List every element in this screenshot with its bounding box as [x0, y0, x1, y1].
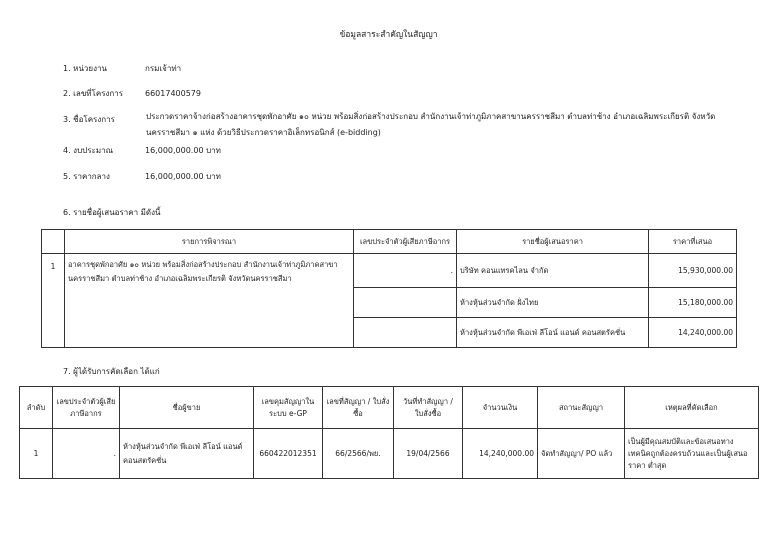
col-status: สถานะสัญญา: [538, 387, 625, 429]
median-label: 5. ราคากลาง: [63, 172, 110, 181]
winner-order: 1: [20, 429, 53, 479]
section7-heading: 7. ผู้ได้รับการคัดเลือก ได้แก่: [63, 367, 160, 376]
bidder-tax: .: [354, 254, 457, 288]
winner-tax: .: [53, 429, 120, 479]
bidder-price: 14,240,000.00: [649, 318, 737, 348]
col-amount: จำนวนเงิน: [463, 387, 538, 429]
col-bidder: รายชื่อผู้เสนอราคา: [457, 230, 649, 254]
col-item: รายการพิจารณา: [65, 230, 354, 254]
col-date: วันที่ทำสัญญา / ใบสั่งซื้อ: [394, 387, 463, 429]
winner-reason: เป็นผู้มีคุณสมบัติและข้อเสนอทางเทคนิคถูกต้องครบถ้วนและเป็นผู้เสนอราคา ต่ำสุด: [625, 429, 759, 479]
median-value: 16,000,000.00 บาท: [145, 172, 221, 181]
table-row: [20, 429, 759, 479]
bidder-name: บริษัท คอนแทรคไลน จำกัด: [457, 254, 649, 288]
bidder-name: ห้างหุ้นส่วนจำกัด พีเอเฟ่ ลีโอน์ แอนด์ คอนสตรัคชั่น: [457, 318, 649, 348]
col-order: ลำดับ: [20, 387, 53, 429]
winner-egp: 660422012351: [254, 429, 323, 479]
winner-amount: 14,240,000.00: [463, 429, 538, 479]
item-no: 1: [42, 254, 65, 348]
winner-table: [19, 386, 759, 479]
winner-date: 19/04/2566: [394, 429, 463, 479]
page-title: ข้อมูลสาระสำคัญในสัญญา: [339, 30, 438, 40]
budget-field: [63, 144, 221, 157]
table-row: [42, 254, 737, 288]
project-name-label: 3. ชื่อโครงการ: [63, 115, 115, 124]
bidders-header-row: [42, 230, 737, 254]
col-no: [42, 230, 65, 254]
col-price: ราคาที่เสนอ: [649, 230, 737, 254]
agency-value: กรมเจ้าท่า: [145, 64, 182, 73]
col-tax: เลขประจำตัวผู้เสียภาษีอากร: [354, 230, 457, 254]
item-desc: อาคารชุดพักอาศัย ๑๐ หน่วย พร้อมสิ่งก่อสร้างประกอบ สำนักงานเจ้าท่าภูมิภาคสาขานครราชสีมา ตำบลท่าช้าง อำเภอเฉลิมพระเกียรติ จังหวัดนครราชสีมา: [65, 254, 354, 348]
bidder-price: 15,930,000.00: [649, 254, 737, 288]
project-no-label: 2. เลขที่โครงการ: [63, 89, 124, 98]
bidder-tax: [354, 288, 457, 318]
winner-status: จัดทำสัญญา/ PO แล้ว: [538, 429, 625, 479]
project-no-field: [63, 87, 201, 100]
median-field: [63, 170, 221, 183]
project-no-value: 66017400579: [145, 89, 201, 98]
agency-label: 1. หน่วยงาน: [63, 64, 107, 73]
bidder-name: ห้างหุ้นส่วนจำกัด ฝั่งไทย: [457, 288, 649, 318]
project-name-value: ประกวดราคาจ้างก่อสร้างอาคารชุดพักอาศัย ๑๐ หน่วย พร้อมสิ่งก่อสร้างประกอบ สำนักงานเจ้าท่าภูมิภาคสาขานครราชสีมา ตำบลท่าช้าง อำเภอเฉลิมพระเกียรติ จังหวัดนครราชสีมา ๑ แห่ง ด้วยวิธีประกวดราคาอิเล็กทรอนิกส์ (e-bidding): [146, 112, 716, 137]
section6-heading: 6. รายชื่อผู้เสนอราคา มีดังนี้: [63, 208, 161, 217]
winner-vendor: ห้างหุ้นส่วนจำกัด พีเอเฟ่ ลีโอน์ แอนด์ คอนสตรัคชั่น: [120, 429, 254, 479]
bidder-tax: [354, 318, 457, 348]
col-contract: เลขที่สัญญา / ใบสั่งซื้อ: [323, 387, 394, 429]
col-vendor: ชื่อผู้ขาย: [120, 387, 254, 429]
col-egp: เลขคุมสัญญาในระบบ e-GP: [254, 387, 323, 429]
bidders-table: [41, 229, 737, 348]
budget-value: 16,000,000.00 บาท: [145, 146, 221, 155]
budget-label: 4. งบประมาณ: [63, 146, 114, 155]
col-reason: เหตุผลที่คัดเลือก: [625, 387, 759, 429]
winner-header-row: [20, 387, 759, 429]
agency-field: [63, 62, 181, 75]
project-name-label-wrap: [63, 113, 145, 126]
winner-contract: 66/2566/พย.: [323, 429, 394, 479]
col-tax: เลขประจำตัวผู้เสียภาษีอากร: [53, 387, 120, 429]
bidder-price: 15,180,000.00: [649, 288, 737, 318]
